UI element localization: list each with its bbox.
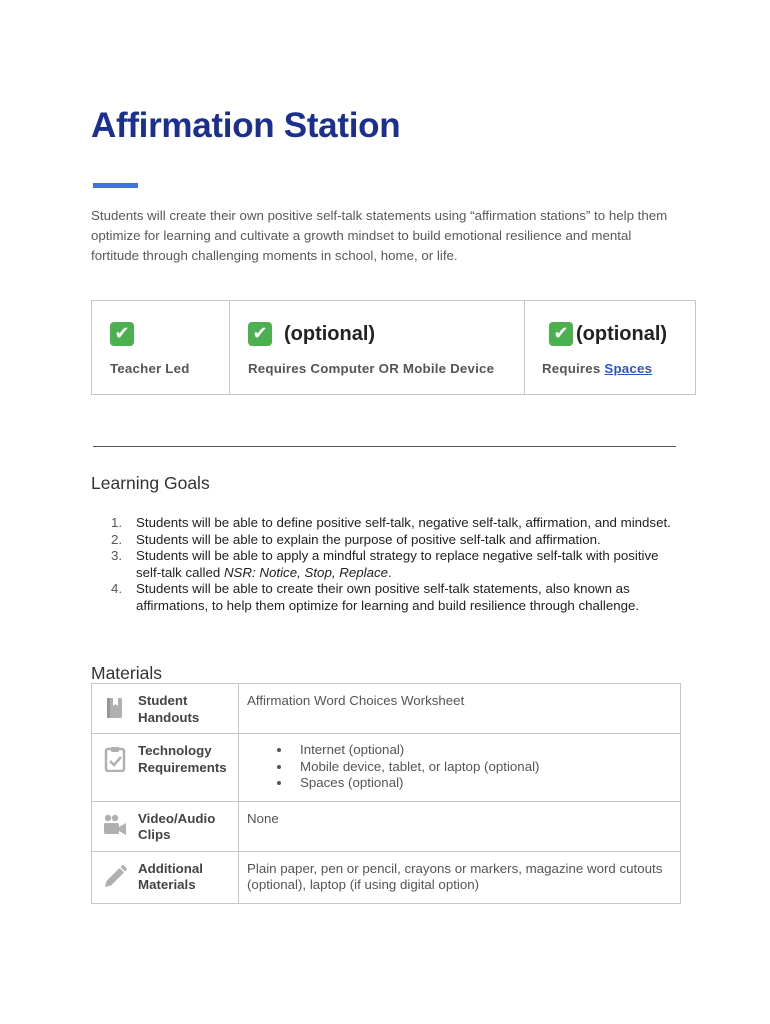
requirements-table: [91, 300, 696, 395]
check-icon: ✔: [248, 322, 272, 346]
section-divider: [93, 446, 676, 447]
material-label-cell: [92, 734, 239, 802]
material-label: Technology Requirements: [138, 743, 227, 775]
book-icon: [102, 693, 128, 726]
requirement-label-prefix: Requires: [542, 361, 605, 376]
list-item: [111, 531, 686, 549]
pencil-icon: [102, 861, 128, 894]
list-item-text: Students will be able to explain the purpose of positive self-talk and affirmation.: [136, 531, 601, 547]
materials-heading: Materials: [91, 663, 162, 683]
page-title: Affirmation Station: [91, 106, 401, 145]
materials-table: [91, 683, 681, 904]
check-icon: ✔: [110, 322, 134, 346]
intro-paragraph: Students will create their own positive self-talk statements using “affirmation stations” to help them optimize for learning and cultivate a growth mindset to build emotional resilience and mental fortitude through challenging moments in school, home, or life.: [91, 208, 668, 263]
list-number: 4.: [111, 581, 123, 596]
material-label: Additional Materials: [138, 860, 203, 892]
list-item-text: Students will be able to create their own positive self-talk statements, also known as affirmations, to help them optimize for learning and build resilience through challenge.: [136, 581, 640, 613]
material-label: Video/Audio Clips: [138, 810, 216, 842]
list-item: [111, 548, 686, 581]
requirement-teacher-led: [92, 301, 230, 394]
requirement-spaces: [525, 301, 695, 394]
list-number: 1.: [111, 515, 123, 530]
requirement-label: Requires Computer OR Mobile Device: [248, 361, 495, 376]
spaces-link[interactable]: Spaces: [604, 361, 653, 376]
clipboard-check-icon: [102, 743, 128, 776]
list-item: [111, 515, 686, 532]
list-item: • Internet (optional): [292, 742, 672, 759]
list-item-text-end: .: [388, 564, 392, 580]
table-row: [92, 801, 681, 851]
list-number: 3.: [111, 548, 123, 563]
video-camera-icon: [102, 811, 128, 844]
list-item: • Mobile device, tablet, or laptop (optional): [292, 759, 672, 776]
table-row: [92, 734, 681, 802]
list-number: 2.: [111, 531, 123, 547]
learning-goals-heading: Learning Goals: [91, 473, 210, 493]
list-item: • Spaces (optional): [292, 775, 672, 792]
list-item-italic: NSR: Notice, Stop, Replace: [223, 564, 389, 580]
optional-label: (optional): [284, 322, 376, 345]
optional-label: (optional): [576, 322, 668, 345]
requirement-label: Teacher Led: [110, 361, 190, 376]
title-accent-bar: [93, 183, 138, 188]
check-icon: ✔: [549, 322, 573, 346]
material-label-cell: [92, 851, 239, 903]
table-row: [92, 851, 681, 903]
material-label-cell: [92, 801, 239, 851]
table-row: [92, 684, 681, 734]
material-value: Plain paper, pen or pencil, crayons or markers, magazine word cutouts (optional), laptop (if using digital option): [239, 851, 681, 903]
list-item-text: Students will be able to define positive self-talk, negative self-talk, affirmation, and mindset.: [136, 515, 671, 530]
material-label-cell: [92, 684, 239, 734]
list-item-text: Students will be able to apply a mindful strategy to replace negative self-talk with positive self-talk called: [136, 548, 659, 580]
tech-requirements-list: [247, 742, 672, 792]
material-value: Affirmation Word Choices Worksheet: [239, 684, 681, 734]
requirement-device: [230, 301, 525, 394]
material-value: None: [239, 801, 681, 851]
learning-goals-list: [111, 515, 686, 614]
requirement-label: [542, 361, 652, 376]
material-value-cell: [239, 734, 681, 802]
material-label: Student Handouts: [138, 693, 200, 725]
list-item: [111, 581, 686, 614]
